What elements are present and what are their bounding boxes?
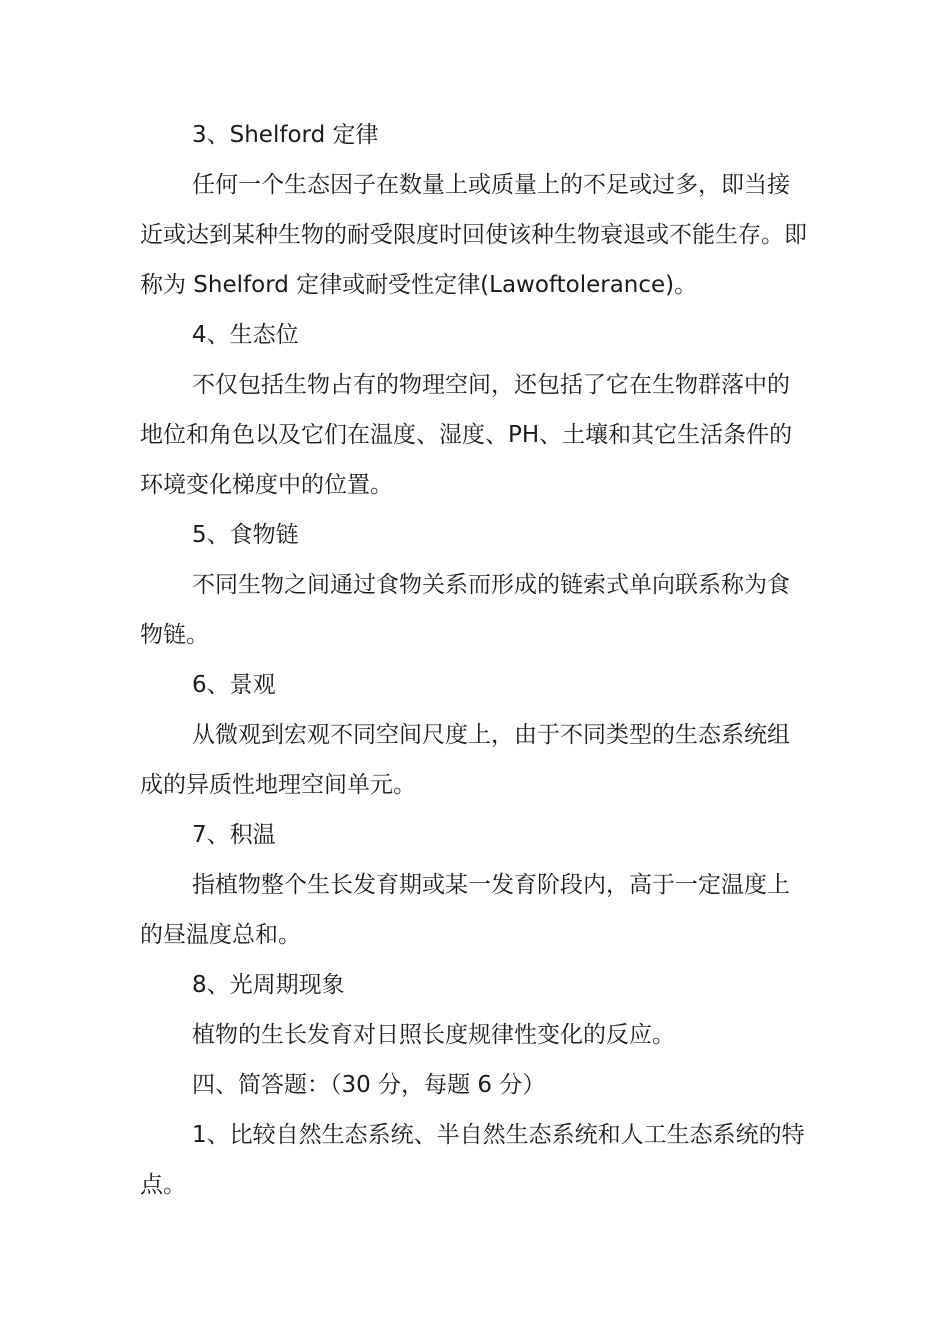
term-heading-shelford: 3、Shelford 定律 [192,122,379,148]
definition-landscape: 从微观到宏观不同空间尺度上，由于不同类型的生态系统组成的异质性地理空间单元。 [140,722,790,798]
term-heading-food-chain: 5、食物链 [192,522,299,548]
definition-photoperiodism: 植物的生长发育对日照长度规律性变化的反应。 [192,1022,675,1048]
question-1: 1、比较自然生态系统、半自然生态系统和人工生态系统的特点。 [140,1122,805,1198]
section-heading-short-answer: 四、简答题：（30 分，每题 6 分） [192,1072,546,1098]
definition-food-chain: 不同生物之间通过食物关系而形成的链索式单向联系称为食物链。 [140,572,790,648]
term-heading-photoperiodism: 8、光周期现象 [192,972,345,998]
term-heading-landscape: 6、景观 [192,672,276,698]
definition-accumulated-temperature: 指植物整个生长发育期或某一发育阶段内，高于一定温度上的昼温度总和。 [140,872,790,948]
definition-niche: 不仅包括生物占有的物理空间，还包括了它在生物群落中的地位和角色以及它们在温度、湿度、PH、土壤和其它生活条件的环境变化梯度中的位置。 [140,372,793,498]
term-heading-accumulated-temperature: 7、积温 [192,822,276,848]
definition-shelford: 任何一个生态因子在数量上或质量上的不足或过多，即当接近或达到某种生物的耐受限度时回使该种生物衰退或不能生存。即称为 Shelford 定律或耐受性定律(Lawoftolerance)。 [140,172,807,298]
term-heading-niche: 4、生态位 [192,322,299,348]
document-body [140,110,808,1210]
